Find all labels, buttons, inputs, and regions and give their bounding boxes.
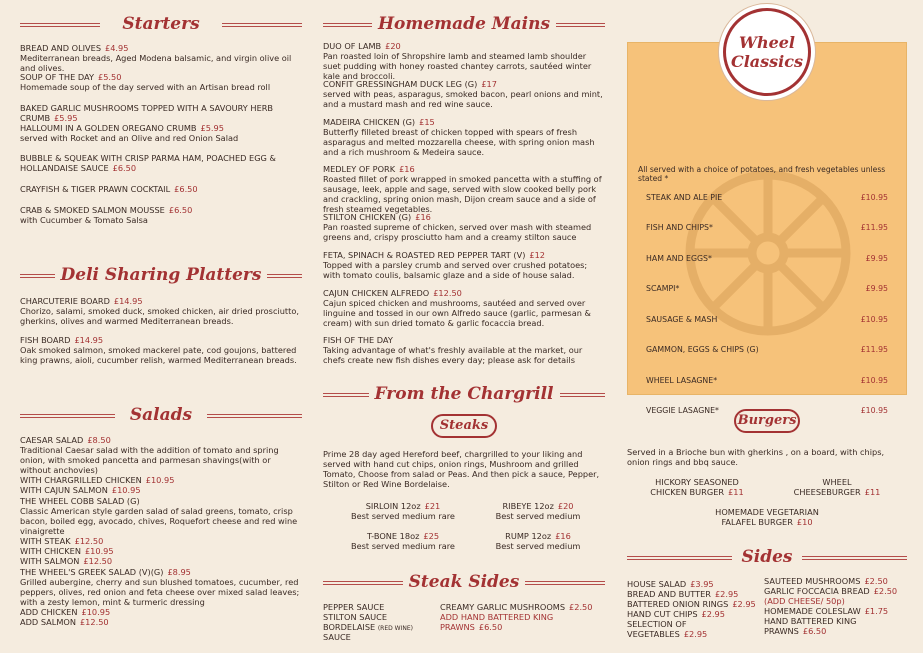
steak-sides-right: CREAMY GARLIC MUSHROOMS £2.50 ADD HAND BATTERED KING PRAWNS £6.50 [440,602,593,632]
wheel-classics-badge: Wheel Classics [723,8,811,96]
deli-heading [20,265,302,287]
steak-item: RIBEYE 12oz £20 Best served medium [495,501,581,521]
menu-item: FISH BOARD £14.95 Oak smoked salmon, smoked mackerel pate, cod goujons, battered king prawns, aioli, cucumber relish, warmed Mediterranean breads. [20,335,297,365]
menu-item: THE WHEEL'S GREEK SALAD (V)(G) £8.95 Grilled aubergine, cherry and sun blushed tomatoes, cucumber, red peppers, olives, red onion and feta cheese over mixed salad leaves; with a zesty lemon, mint & turmeric dressing ADD CHICKEN £10.95 ADD SALMON £12.50 [20,567,300,627]
menu-item: BREAD AND OLIVES £4.95 Mediterranean breads, Aged Modena balsamic, and virgin olive oil and olives. [20,43,292,73]
mains-heading [323,14,605,36]
sides-left: HOUSE SALAD £3.95 BREAD AND BUTTER £2.95 BATTERED ONION RINGS £2.95 HAND CUT CHIPS £2.95 SELECTION OF VEGETABLES £2.95 [627,579,756,639]
menu-item: CAJUN CHICKEN ALFREDO £12.50 Cajun spiced chicken and mushrooms, sautéed and served over linguine and tossed in our own Alfredo sauce (garlic, parmesan & cream) with sun dried tomato & garlic focaccia bread. [323,288,591,328]
menu-item: HAM AND EGGS* £9.95 [646,254,888,263]
burger-item: HICKORY SEASONED CHICKEN BURGER £11 [650,477,744,497]
menu-item: BUBBLE & SQUEAK WITH CRISP PARMA HAM, POACHED EGG & HOLLANDAISE SAUCE £6.50 [20,153,276,173]
column-middle [323,0,605,653]
steak-sides-heading [323,572,605,594]
menu-item: WHEEL LASAGNE* £10.95 [646,376,888,385]
starters-title: Starters [116,14,205,34]
menu-item: SAUSAGE & MASH £10.95 [646,315,888,324]
burger-item: WHEEL CHEESEBURGER £11 [793,477,881,497]
chargrill-heading [323,384,605,406]
sides-heading [627,547,907,569]
burger-item: HOMEMADE VEGETARIAN FALAFEL BURGER £10 [715,507,819,527]
steak-sides-title: Steak Sides [403,572,526,592]
steaks-stamp: Steaks [431,414,497,438]
sides-right: SAUTEED MUSHROOMS £2.50 GARLIC FOCCACIA BREAD £2.50 (ADD CHEESE/ 50p) HOMEMADE COLESLAW £1.75 HAND BATTERED KING PRAWNS £6.50 [764,576,898,636]
column-left [20,0,302,653]
menu-item: THE WHEEL COBB SALAD (G) Classic American style garden salad of salad greens, tomato, crisp bacon, boiled egg, avocado, chives, Roquefort cheese and red wine vinaigrette WITH STEAK £12.50 WITH CHICKEN £10.95 WITH SALMON £12.50 [20,496,298,566]
menu-item: MEDLEY OF PORK £16 Roasted fillet of pork wrapped in smoked pancetta with a stuffing of sausage, leek, apple and sage, served with slow cooked belly pork and crackling, spring onion mash, Dijon cream sauce and a side of fresh steamed vegetables. [323,164,602,214]
steak-item: T-BONE 18oz £25 Best served medium rare [351,531,455,551]
column-right [627,0,907,653]
mains-title: Homemade Mains [372,14,556,34]
chargrill-title: From the Chargrill [369,384,560,404]
menu-item: VEGGIE LASAGNE* £10.95 [646,406,888,415]
menu-item: GAMMON, EGGS & CHIPS (G) £11.95 [646,345,888,354]
steak-item: SIRLOIN 12oz £21 Best served medium rare [351,501,455,521]
menu-item: CRAYFISH & TIGER PRAWN COCKTAIL £6.50 [20,184,198,194]
menu-item: FISH AND CHIPS* £11.95 [646,223,888,232]
steaks-intro: Prime 28 day aged Hereford beef, chargrilled to your liking and served with hand cut chips, onion rings, Mushroom and grilled Tomato, Choose from salad or Peas. And then pick a sauce, Pepper, Stilton or Red Wine Bordelaise. [323,449,600,489]
sides-title: Sides [735,547,798,567]
menu-item: CHARCUTERIE BOARD £14.95 Chorizo, salami, smoked duck, smoked chicken, air dried prosciutto, gherkins, olives and warmed Mediterranean breads. [20,296,299,326]
menu-item: HALLOUMI IN A GOLDEN OREGANO CRUMB £5.95 served with Rocket and an Olive and red Onion Salad [20,123,239,143]
wheel-classics-note: All served with a choice of potatoes, and fresh vegetables unless stated * [638,165,886,184]
menu-item: FISH OF THE DAY Taking advantage of what's freshly available at the market, our chefs create new fish dishes every day; please ask for details [323,335,583,365]
menu-item: MADEIRA CHICKEN (G) £15 Butterfly filleted breast of chicken topped with spears of fresh asparagus and melted mozzarella cheese, with spring onion mash and a rich mushroom & Medeira sauce. [323,117,595,157]
menu-item: CONFIT GRESSINGHAM DUCK LEG (G) £17 served with peas, asparagus, smoked bacon, pearl onions and mint, and a mustard mash and red wine sauce. [323,79,603,109]
menu-item: FETA, SPINACH & ROASTED RED PEPPER TART (V) £12 Topped with a parsley crumb and served over crushed potatoes; with tomato coulis, balsamic glaze and a side of house salad. [323,250,588,280]
menu-item: STEAK AND ALE PIE £10.95 [646,193,888,202]
salads-heading [20,405,302,427]
salads-title: Salads [124,405,198,425]
menu-item: SCAMPI* £9.95 [646,284,888,293]
burgers-stamp: Burgers [734,409,800,433]
menu-item: DUO OF LAMB £20 Pan roasted loin of Shropshire lamb and steamed lamb shoulder suet pudding with honey roasted chantey carrots, sautéed winter kale and broccoli. [323,41,592,81]
menu-item: SOUP OF THE DAY £5.50 Homemade soup of the day served with an Artisan bread roll [20,72,271,92]
menu-item: CRAB & SMOKED SALMON MOUSSE £6.50 with Cucumber & Tomato Salsa [20,205,193,225]
steak-sides-left: PEPPER SAUCE STILTON SAUCE BORDELAISE (RED WINE) SAUCE [323,602,413,643]
deli-title: Deli Sharing Platters [55,265,268,285]
burgers-intro: Served in a Brioche bun with gherkins , on a board, with chips, onion rings and bbq sauce. [627,447,885,467]
steak-item: RUMP 12oz £16 Best served medium [495,531,581,551]
starters-heading [20,14,302,36]
menu-item: STILTON CHICKEN (G) £16 Pan roasted supreme of chicken, served over mash with steamed greens and, crispy prosciutto ham and a creamy stilton sauce [323,212,592,242]
menu-item: CAESAR SALAD £8.50 Traditional Caesar salad with the addition of tomato and spring onion, with smoked pancetta and parmesan shavings(with or without anchovies) WITH CHARGRILLED CHICKEN £10.95 WITH CAJUN SALMON £10.95 [20,435,279,495]
menu-item: BAKED GARLIC MUSHROOMS TOPPED WITH A SAVOURY HERB CRUMB £5.95 [20,103,274,123]
